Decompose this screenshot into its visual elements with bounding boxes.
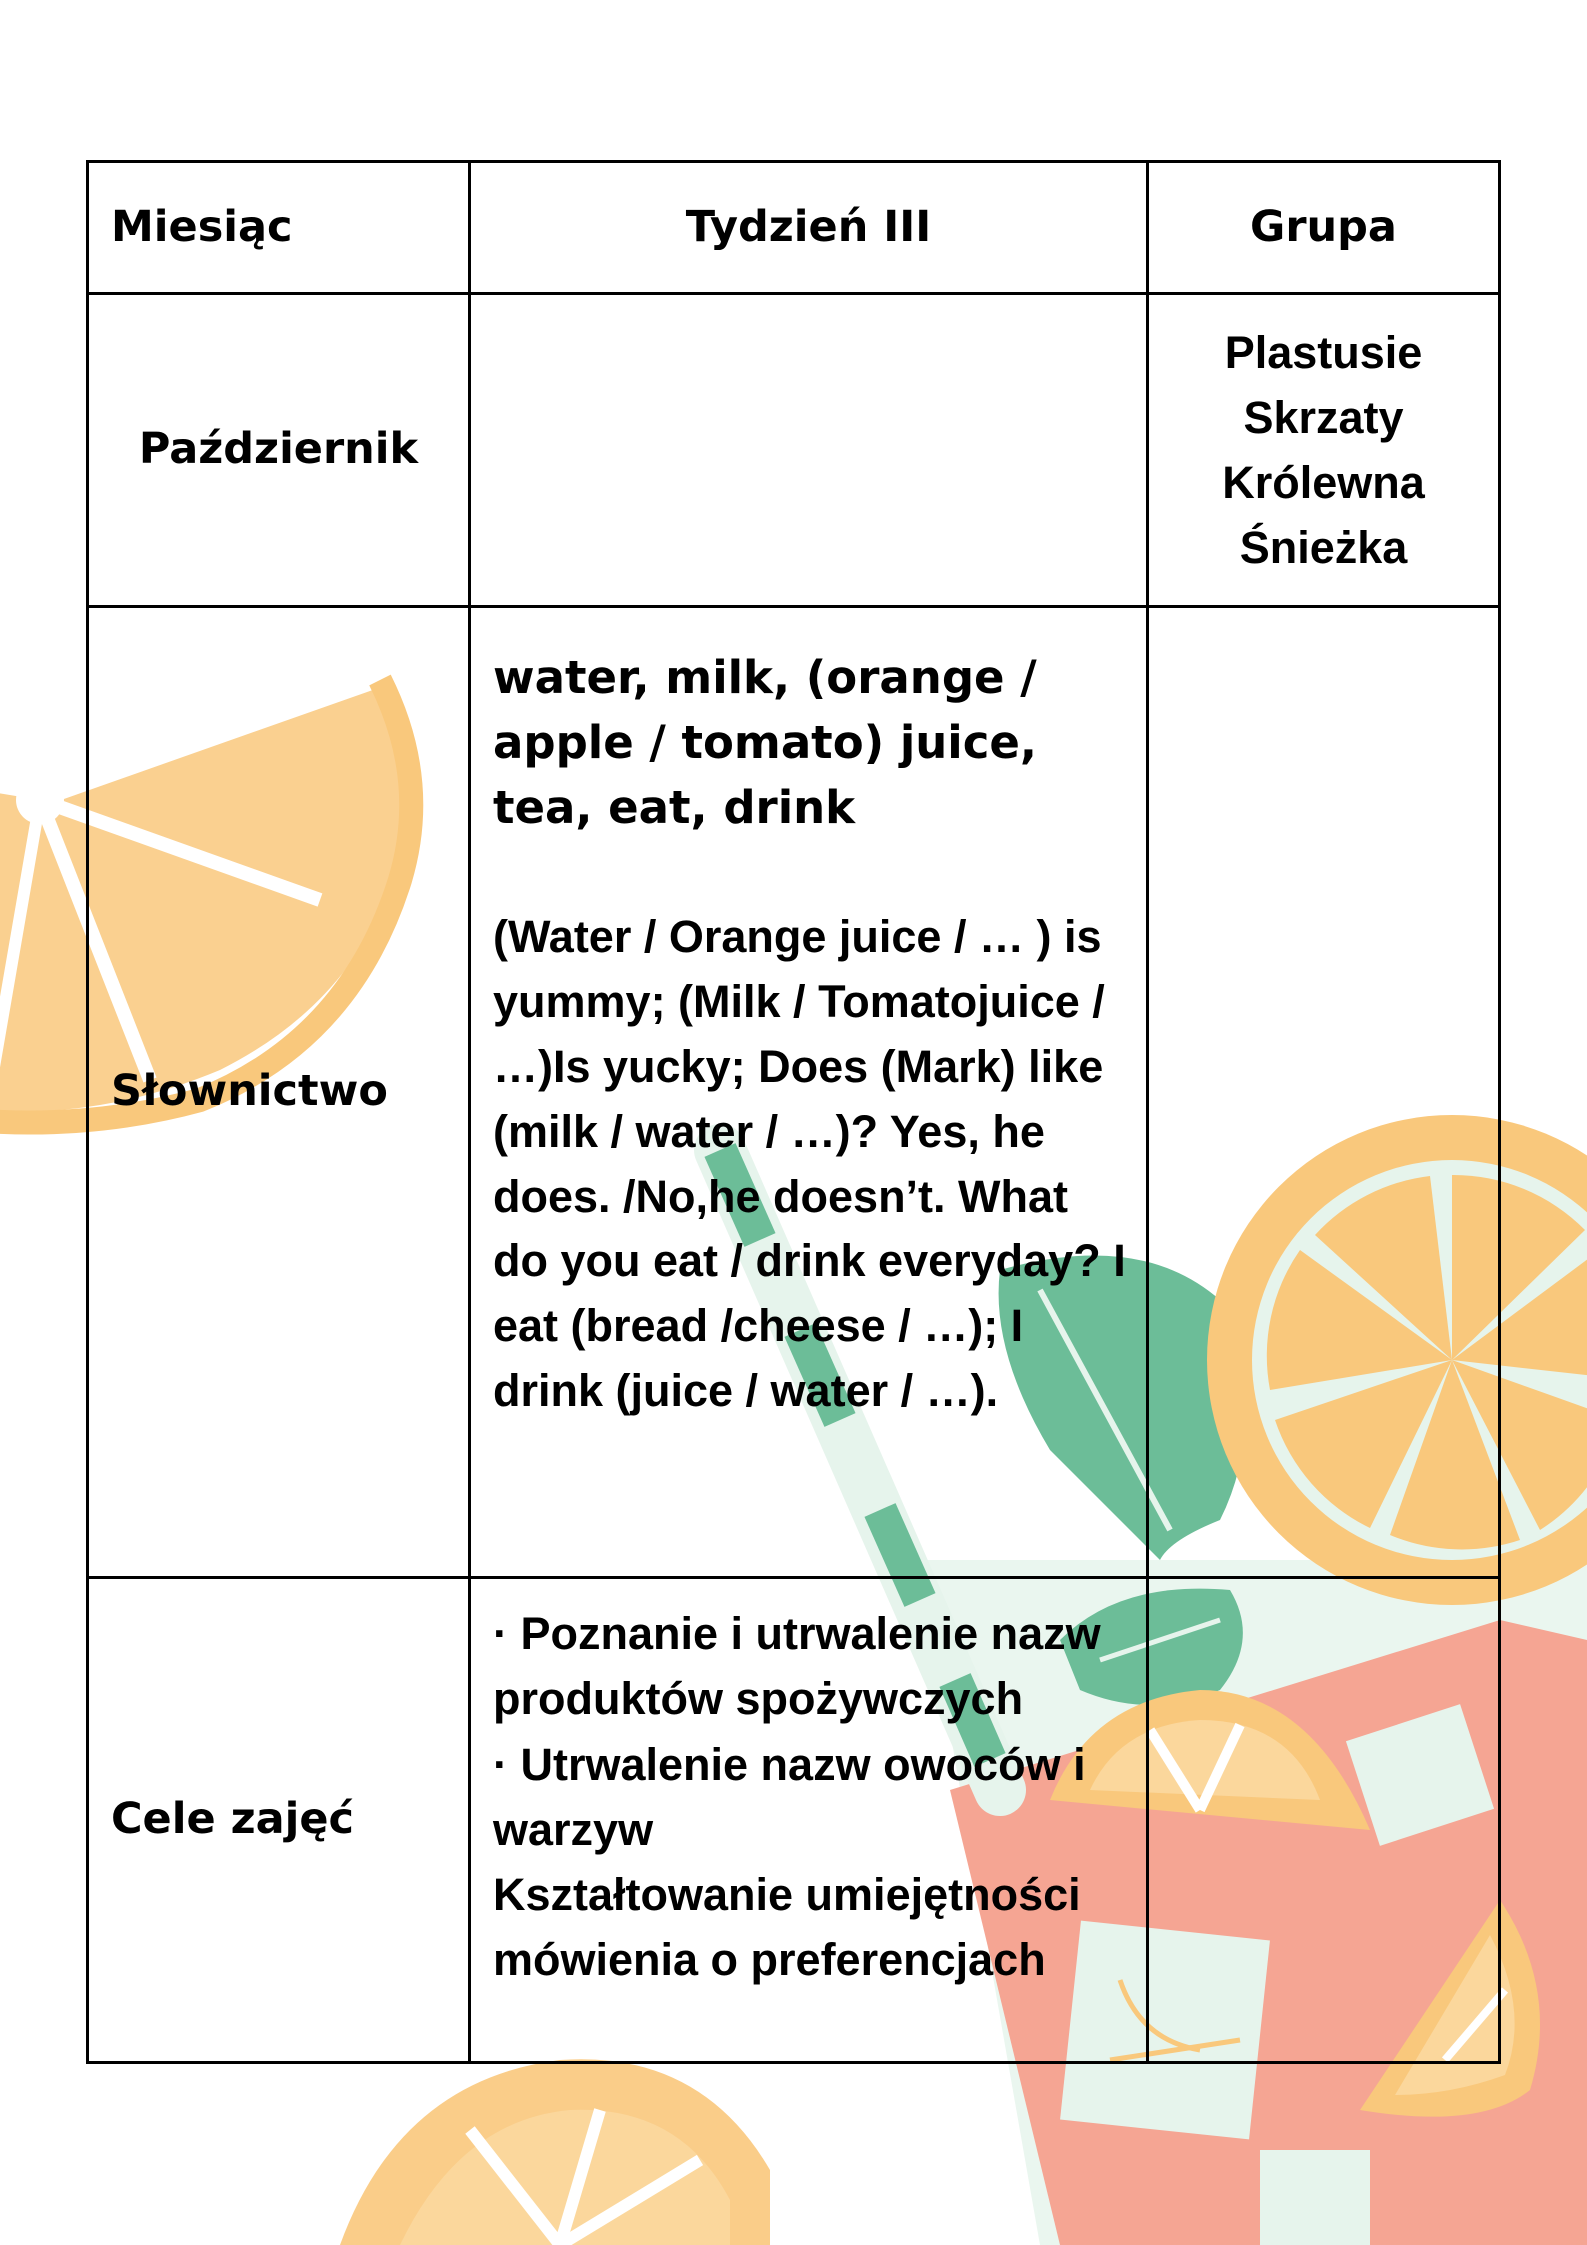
orange-slice-bottom bbox=[340, 2059, 770, 2245]
vocabulary-words: water, milk, (orange / apple / tomato) juice, tea, eat, drink bbox=[493, 651, 1038, 834]
topic-cell bbox=[470, 294, 1148, 607]
header-row bbox=[88, 162, 1500, 294]
month-row bbox=[88, 294, 1500, 607]
header-month: Miesiąc bbox=[88, 162, 470, 294]
group-name: Plastusie bbox=[1224, 326, 1423, 378]
group-name: Królewna bbox=[1222, 457, 1425, 508]
header-group: Grupa bbox=[1148, 162, 1500, 294]
header-week: Tydzień III bbox=[470, 162, 1148, 294]
vocabulary-row bbox=[88, 607, 1500, 1578]
group-name: Skrzaty bbox=[1243, 391, 1404, 443]
month-value: Październik bbox=[88, 294, 470, 607]
group-name: Śnieżka bbox=[1239, 522, 1408, 574]
goals-group-cell bbox=[1148, 1578, 1500, 2063]
groups-cell bbox=[1148, 294, 1500, 607]
goals-content bbox=[470, 1578, 1148, 2063]
goals-row bbox=[88, 1578, 1500, 2063]
goal-item: · Utrwalenie nazw owoców i warzyw bbox=[493, 1738, 1086, 1855]
vocabulary-group-cell bbox=[1148, 607, 1500, 1578]
goal-item: Kształtowanie umiejętności mówienia o preferencjach bbox=[493, 1869, 1081, 1986]
vocabulary-label: Słownictwo bbox=[88, 607, 470, 1578]
vocabulary-content bbox=[470, 607, 1148, 1578]
lesson-plan-table bbox=[86, 160, 1501, 2064]
goals-label: Cele zajęć bbox=[88, 1578, 470, 2063]
vocabulary-phrases: (Water / Orange juice / … ) is yummy; (Milk / Tomatojuice / …)Is yucky; Does (Mark) like (milk / water / …)? Yes, he does. /No,he doesn’t. What do you eat / drink everyday? I eat (bread /cheese / …); I drink (juice / water / …). bbox=[493, 911, 1126, 1416]
goal-item: · Poznanie i utrwalenie nazw produktów spożywczych bbox=[493, 1608, 1101, 1725]
